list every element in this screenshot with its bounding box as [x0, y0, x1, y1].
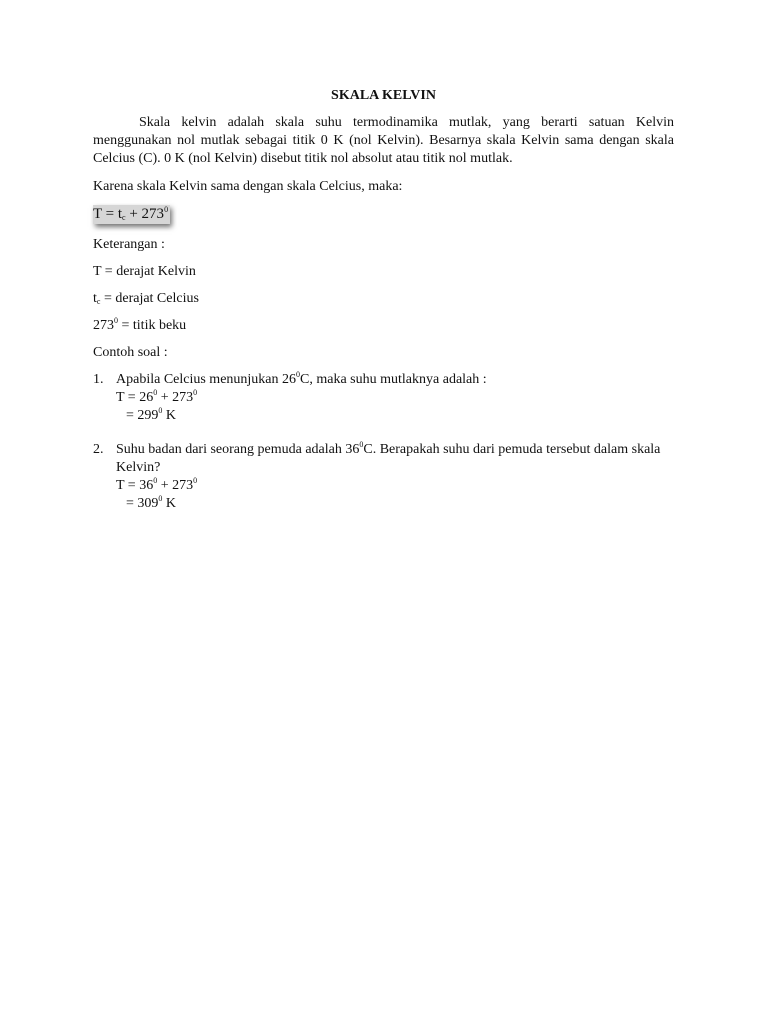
formula-part: T = t	[93, 206, 123, 222]
definition-t: T = derajat Kelvin	[93, 264, 196, 279]
definition-superscript: 0	[114, 316, 118, 325]
solution-step-1	[116, 477, 674, 495]
solution-step-2	[116, 495, 674, 513]
kelvin-formula	[93, 205, 170, 224]
question-superscript: 0	[359, 440, 364, 449]
solution-superscript: 0	[193, 476, 198, 485]
solution-text: = 309	[126, 496, 159, 511]
definition-text: = titik beku	[118, 318, 187, 333]
solution-step-2	[116, 407, 674, 425]
solution-superscript: 0	[193, 388, 198, 397]
problem-question	[116, 371, 674, 389]
solution-superscript: 0	[153, 476, 158, 485]
definition-text: t	[93, 291, 97, 306]
problem-question	[116, 441, 674, 477]
keterangan-label: Keterangan :	[93, 237, 165, 252]
intro-paragraph: Skala kelvin adalah skala suhu termodinamika mutlak, yang berarti satuan Kelvin menggunakan nol mutlak sebagai titik 0 K (nol Kelvin). Besarnya skala Kelvin sama dengan skala Celcius (C). 0 K (nol Kelvin) disebut titik nol absolut atau titik nol mutlak.	[93, 115, 674, 166]
solution-superscript: 0	[158, 406, 163, 415]
document-body	[93, 87, 674, 529]
solution-text: K	[162, 496, 177, 511]
definition-tc	[93, 290, 674, 308]
question-text: Suhu badan dari seorang pemuda adalah 36	[116, 442, 360, 457]
question-superscript: 0	[296, 370, 301, 379]
formula-part: + 273	[125, 206, 165, 222]
lead-sentence: Karena skala Kelvin sama dengan skala Celcius, maka:	[93, 179, 403, 194]
definition-273	[93, 317, 674, 335]
page-title: SKALA KELVIN	[331, 88, 436, 103]
solution-text: T = 26	[116, 390, 154, 405]
problem-item	[93, 371, 674, 425]
problem-number: 1.	[93, 372, 104, 387]
question-text: Apabila Celcius menunjukan 26	[116, 372, 297, 387]
definition-subscript: c	[96, 297, 101, 306]
solution-superscript: 0	[158, 494, 163, 503]
problem-number: 2.	[93, 442, 104, 457]
question-text: C, maka suhu mutlaknya adalah :	[300, 372, 487, 387]
question-text: C. Berapakah suhu dari pemuda tersebut dalam skala Kelvin?	[116, 442, 661, 475]
contoh-label: Contoh soal :	[93, 345, 168, 360]
solution-text: = 299	[126, 408, 159, 423]
formula-superscript: 0	[164, 205, 169, 214]
problem-item	[93, 441, 674, 513]
solution-text: + 273	[157, 390, 194, 405]
solution-superscript: 0	[153, 388, 158, 397]
solution-text: K	[162, 408, 177, 423]
solution-step-1	[116, 389, 674, 407]
solution-text: + 273	[157, 478, 194, 493]
definition-text: 273	[93, 318, 114, 333]
solution-text: T = 36	[116, 478, 154, 493]
definition-text: = derajat Celcius	[100, 291, 199, 306]
problem-list	[93, 371, 674, 513]
formula-subscript: c	[122, 213, 126, 222]
